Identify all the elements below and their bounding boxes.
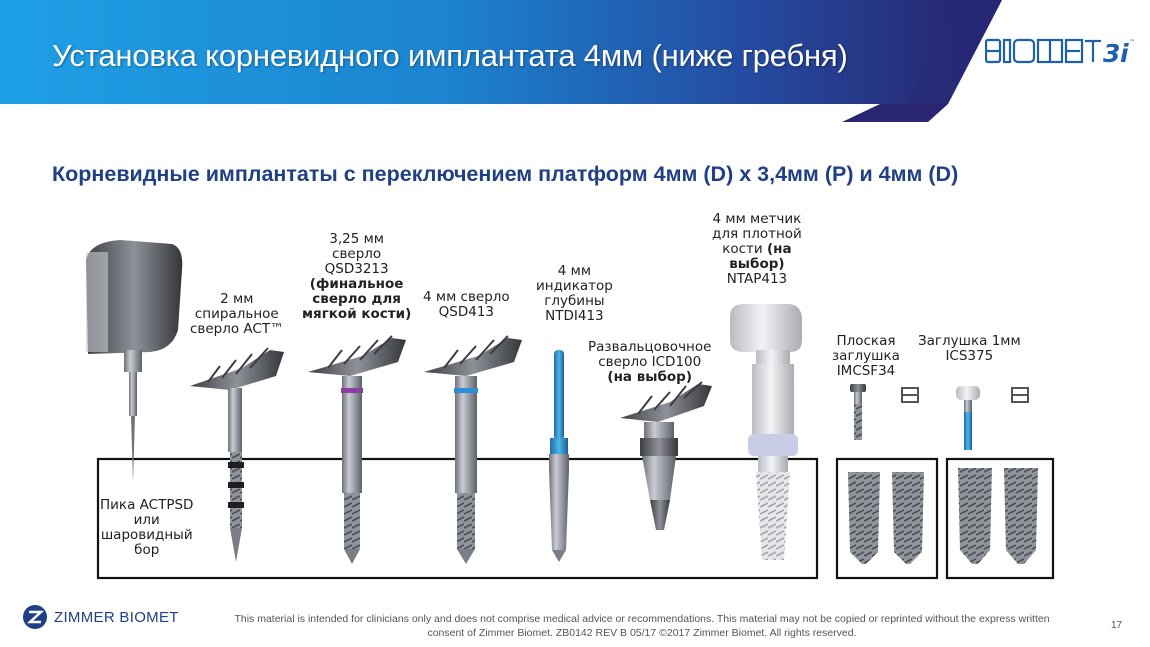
instruments-illustration (80, 200, 1082, 592)
zimmer-biomet-logo (22, 604, 179, 630)
drill-4mm (424, 336, 522, 564)
spiral-drill (190, 348, 284, 562)
depth-indicator (549, 350, 569, 562)
implant-pair-2 (958, 468, 1038, 564)
svg-text:™: ™ (1129, 39, 1135, 46)
zimmer-z-icon (22, 604, 48, 630)
pika-drill (86, 240, 182, 482)
countersink-drill (620, 382, 712, 530)
svg-text:i: i (1120, 39, 1129, 66)
label-flat-cap: Плоская заглушка IMCSF34 (832, 333, 900, 379)
flat-cap (850, 384, 918, 440)
label-countersink: Развальцовочное сверло ICD100 (на выбор) (588, 339, 712, 385)
tap-instrument (730, 304, 802, 560)
drill-3-25 (308, 336, 406, 564)
footer-brand: ZIMMER BIOMET (54, 608, 179, 626)
slide-title: Установка корневидного имплантата 4мм (ниже гребня) (52, 38, 848, 73)
label-drill-3-25: 3,25 мм сверло QSD3213 (финальное сверло для мягкой кости) (302, 231, 412, 322)
cap-1mm (956, 386, 1028, 450)
label-depth-indicator: 4 мм индикатор глубины NTDI413 (536, 263, 613, 324)
label-tap: 4 мм метчик для плотной кости (на выбор) NTAP413 (712, 211, 802, 287)
label-cap-1mm: Заглушка 1мм ICS375 (918, 333, 1021, 364)
implant-pair-1 (848, 472, 924, 564)
label-drill-4mm: 4 мм сверло QSD413 (423, 289, 510, 320)
instruments-figure (80, 200, 1082, 592)
section-subtitle: Корневидные имплантаты с переключением платформ 4мм (D) x 3,4мм (P) и 4мм (D) (52, 162, 959, 186)
label-spiral-drill: 2 мм спиральное сверло ACT™ (190, 291, 284, 337)
header-banner (0, 0, 1150, 122)
label-pika: Пика ACTPSD или шаровидный бор (100, 497, 194, 558)
page-number: 17 (1111, 620, 1123, 631)
disclaimer-text: This material is intended for clinicians only and does not comprise medical advice or recommendations. This material may not be copied or reprinted without the express written consent of Zimmer Biomet. ZB0142 REV B 05/17 ©2017 Zimmer Biomet. All rights reserved. (234, 613, 1050, 639)
svg-text:3: 3 (1103, 39, 1121, 66)
